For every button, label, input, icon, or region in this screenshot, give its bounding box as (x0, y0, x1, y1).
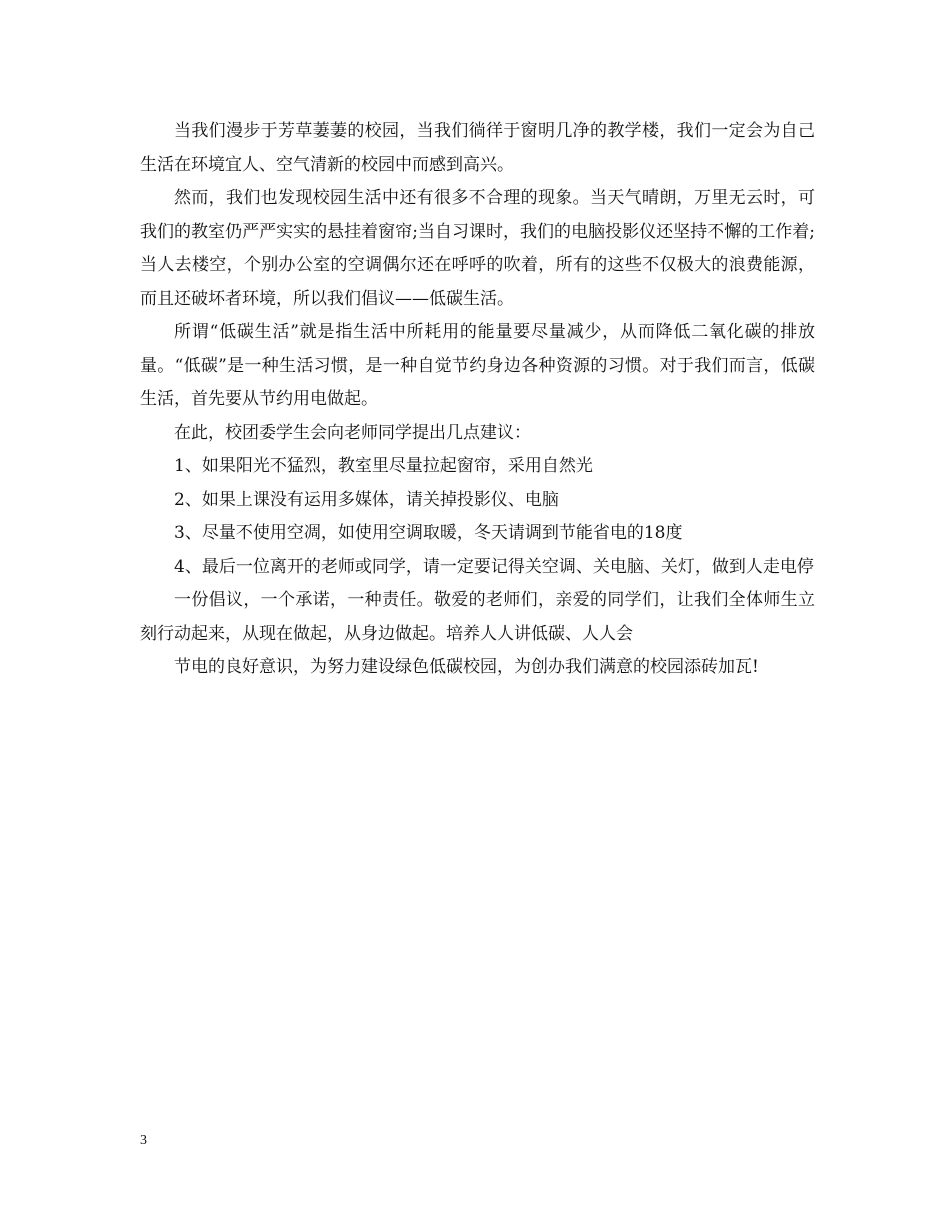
paragraph-definition: 所谓“低碳生活”就是指生活中所耗用的能量要尽量减少，从而降低二氧化碳的排放量。“低碳”是一种生活习惯，是一种自觉节约身边各种资源的习惯。对于我们而言，低碳生活，首先要从节约用电做起。 (140, 322, 815, 409)
suggestion-item-4: 4、最后一位离开的老师或同学，请一定要记得关空调、关电脑、关灯，做到人走电停 (174, 556, 814, 577)
suggestion-item-3: 3、尽量不使用空凋，如使用空调取暖，冬天请调到节能省电的18度 (174, 523, 683, 543)
paragraph-closing: 节电的良好意识，为努力建设绿色低碳校园，为创办我们满意的校园添砖加瓦! (174, 657, 759, 677)
suggestion-item-2: 2、如果上课没有运用多媒体，请关掉投影仪、电脑 (174, 489, 559, 510)
paragraph-call-to-action: 一份倡议，一个承诺，一种责任。敬爱的老师们，亲爱的同学们，让我们全体师生立刻行动起来，从现在做起，从身边做起。培养人人讲低碳、人人会 (140, 590, 815, 644)
suggestion-item-1: 1、如果阳光不猛烈，教室里尽量拉起窗帘，采用自然光 (174, 456, 593, 476)
document-body (140, 115, 815, 685)
paragraph-problems: 然而，我们也发现校园生活中还有很多不合理的现象。当天气晴朗，万里无云时，可我们的教室仍严严实实的悬挂着窗帘;当自习课时，我们的电脑投影仪还坚持不懈的工作着;当人去楼空，个别办公室的空调偶尔还在呼呼的吹着，所有的这些不仅极大的浪费能源，而且还破坏者环境，所以我们倡议——低碳生活。 (140, 188, 815, 309)
paragraph-suggestions-intro: 在此，校团委学生会向老师同学提出几点建议： (174, 422, 531, 443)
paragraph-intro: 当我们漫步于芳草萋萋的校园，当我们徜徉于窗明几净的教学楼，我们一定会为自己生活在环境宜人、空气清新的校园中而感到高兴。 (140, 121, 815, 175)
page-number: 3 (140, 1133, 147, 1148)
